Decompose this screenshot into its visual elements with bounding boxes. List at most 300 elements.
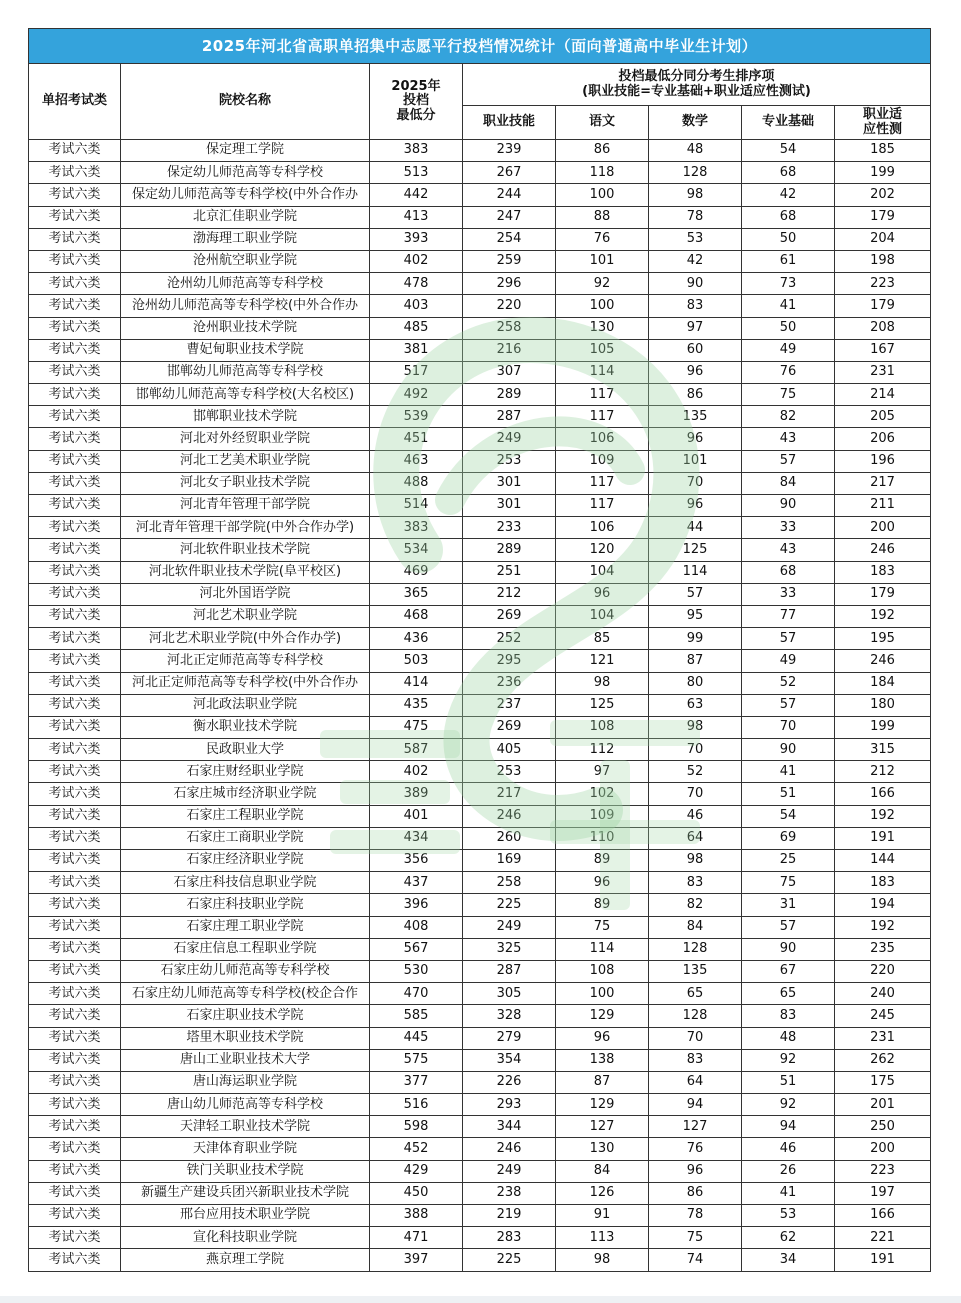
cell-school: 燕京理工学院 bbox=[121, 1249, 370, 1271]
table-row bbox=[29, 850, 931, 872]
cell-aptitude: 191 bbox=[835, 827, 931, 849]
cell-chinese: 86 bbox=[556, 140, 649, 162]
cell-min-score: 383 bbox=[370, 517, 463, 539]
cell-school: 河北青年管理干部学院(中外合作办学) bbox=[121, 517, 370, 539]
cell-min-score: 434 bbox=[370, 827, 463, 849]
cell-min-score: 437 bbox=[370, 872, 463, 894]
cell-basics: 75 bbox=[742, 872, 835, 894]
cell-basics: 90 bbox=[742, 938, 835, 960]
cell-school: 保定幼儿师范高等专科学校(中外合作办 bbox=[121, 184, 370, 206]
cell-skill: 246 bbox=[463, 1138, 556, 1160]
cell-aptitude: 220 bbox=[835, 960, 931, 982]
cell-chinese: 85 bbox=[556, 628, 649, 650]
cell-skill: 225 bbox=[463, 1249, 556, 1271]
table-row bbox=[29, 539, 931, 561]
cell-basics: 49 bbox=[742, 339, 835, 361]
table-row bbox=[29, 1182, 931, 1204]
cell-math: 83 bbox=[649, 295, 742, 317]
cell-math: 101 bbox=[649, 450, 742, 472]
cell-math: 128 bbox=[649, 162, 742, 184]
cell-min-score: 585 bbox=[370, 1005, 463, 1027]
table-row bbox=[29, 983, 931, 1005]
cell-chinese: 120 bbox=[556, 539, 649, 561]
cell-skill: 269 bbox=[463, 605, 556, 627]
cell-school: 唐山工业职业技术大学 bbox=[121, 1049, 370, 1071]
table-row bbox=[29, 1116, 931, 1138]
cell-skill: 307 bbox=[463, 361, 556, 383]
table-row bbox=[29, 894, 931, 916]
cell-chinese: 130 bbox=[556, 1138, 649, 1160]
cell-basics: 33 bbox=[742, 517, 835, 539]
header-aptitude bbox=[835, 106, 931, 140]
cell-basics: 61 bbox=[742, 250, 835, 272]
cell-aptitude: 250 bbox=[835, 1116, 931, 1138]
cell-skill: 354 bbox=[463, 1049, 556, 1071]
cell-basics: 57 bbox=[742, 916, 835, 938]
cell-math: 64 bbox=[649, 1071, 742, 1093]
header-skill: 职业技能 bbox=[463, 106, 556, 140]
cell-school: 宣化科技职业学院 bbox=[121, 1227, 370, 1249]
cell-skill: 259 bbox=[463, 250, 556, 272]
cell-min-score: 516 bbox=[370, 1094, 463, 1116]
cell-aptitude: 184 bbox=[835, 672, 931, 694]
cell-min-score: 402 bbox=[370, 250, 463, 272]
cell-min-score: 478 bbox=[370, 273, 463, 295]
cell-math: 70 bbox=[649, 1027, 742, 1049]
cell-school: 石家庄财经职业学院 bbox=[121, 761, 370, 783]
cell-aptitude: 179 bbox=[835, 206, 931, 228]
cell-category: 考试六类 bbox=[29, 1094, 121, 1116]
cell-chinese: 100 bbox=[556, 295, 649, 317]
cell-chinese: 129 bbox=[556, 1094, 649, 1116]
cell-aptitude: 200 bbox=[835, 517, 931, 539]
table-row bbox=[29, 805, 931, 827]
cell-min-score: 435 bbox=[370, 694, 463, 716]
cell-school: 渤海理工职业学院 bbox=[121, 228, 370, 250]
cell-chinese: 76 bbox=[556, 228, 649, 250]
cell-skill: 249 bbox=[463, 916, 556, 938]
cell-min-score: 442 bbox=[370, 184, 463, 206]
cell-skill: 289 bbox=[463, 384, 556, 406]
cell-aptitude: 231 bbox=[835, 1027, 931, 1049]
cell-basics: 46 bbox=[742, 1138, 835, 1160]
cell-school: 唐山海运职业学院 bbox=[121, 1071, 370, 1093]
cell-chinese: 112 bbox=[556, 739, 649, 761]
cell-min-score: 397 bbox=[370, 1249, 463, 1271]
table-row bbox=[29, 672, 931, 694]
table-row bbox=[29, 317, 931, 339]
cell-aptitude: 198 bbox=[835, 250, 931, 272]
cell-school: 石家庄幼儿师范高等专科学校(校企合作 bbox=[121, 983, 370, 1005]
cell-category: 考试六类 bbox=[29, 428, 121, 450]
cell-chinese: 118 bbox=[556, 162, 649, 184]
cell-aptitude: 246 bbox=[835, 650, 931, 672]
cell-category: 考试六类 bbox=[29, 472, 121, 494]
cell-basics: 53 bbox=[742, 1205, 835, 1227]
table-row bbox=[29, 495, 931, 517]
cell-school: 曹妃甸职业技术学院 bbox=[121, 339, 370, 361]
cell-school: 河北软件职业技术学院(阜平校区) bbox=[121, 561, 370, 583]
cell-school: 邢台应用技术职业学院 bbox=[121, 1205, 370, 1227]
cell-school: 河北青年管理干部学院 bbox=[121, 495, 370, 517]
cell-min-score: 413 bbox=[370, 206, 463, 228]
header-min-score-line2: 投档 bbox=[402, 93, 429, 109]
cell-min-score: 468 bbox=[370, 605, 463, 627]
cell-school: 沧州幼儿师范高等专科学校 bbox=[121, 273, 370, 295]
cell-math: 52 bbox=[649, 761, 742, 783]
cell-skill: 249 bbox=[463, 1160, 556, 1182]
cell-category: 考试六类 bbox=[29, 250, 121, 272]
cell-basics: 57 bbox=[742, 628, 835, 650]
cell-math: 78 bbox=[649, 206, 742, 228]
cell-math: 135 bbox=[649, 960, 742, 982]
cell-min-score: 488 bbox=[370, 472, 463, 494]
header-chinese: 语文 bbox=[556, 106, 649, 140]
table-row bbox=[29, 1249, 931, 1271]
cell-math: 96 bbox=[649, 1160, 742, 1182]
cell-chinese: 88 bbox=[556, 206, 649, 228]
cell-math: 53 bbox=[649, 228, 742, 250]
cell-basics: 34 bbox=[742, 1249, 835, 1271]
cell-school: 邯郸幼儿师范高等专科学校 bbox=[121, 361, 370, 383]
cell-basics: 92 bbox=[742, 1049, 835, 1071]
cell-category: 考试六类 bbox=[29, 406, 121, 428]
cell-math: 98 bbox=[649, 716, 742, 738]
cell-skill: 220 bbox=[463, 295, 556, 317]
table-row bbox=[29, 295, 931, 317]
cell-skill: 246 bbox=[463, 805, 556, 827]
cell-min-score: 451 bbox=[370, 428, 463, 450]
cell-skill: 217 bbox=[463, 783, 556, 805]
cell-school: 河北艺术职业学院(中外合作办学) bbox=[121, 628, 370, 650]
cell-category: 考试六类 bbox=[29, 894, 121, 916]
cell-category: 考试六类 bbox=[29, 672, 121, 694]
cell-category: 考试六类 bbox=[29, 206, 121, 228]
table-row bbox=[29, 361, 931, 383]
cell-aptitude: 192 bbox=[835, 916, 931, 938]
table-row bbox=[29, 916, 931, 938]
cell-school: 河北政法职业学院 bbox=[121, 694, 370, 716]
table-row bbox=[29, 960, 931, 982]
cell-category: 考试六类 bbox=[29, 317, 121, 339]
cell-chinese: 89 bbox=[556, 850, 649, 872]
table-row bbox=[29, 406, 931, 428]
cell-basics: 68 bbox=[742, 206, 835, 228]
cell-min-score: 530 bbox=[370, 960, 463, 982]
header-tiebreak-group bbox=[463, 64, 931, 106]
cell-chinese: 87 bbox=[556, 1071, 649, 1093]
cell-min-score: 408 bbox=[370, 916, 463, 938]
table-row bbox=[29, 605, 931, 627]
cell-aptitude: 223 bbox=[835, 1160, 931, 1182]
cell-school: 天津体育职业学院 bbox=[121, 1138, 370, 1160]
cell-category: 考试六类 bbox=[29, 295, 121, 317]
cell-basics: 54 bbox=[742, 805, 835, 827]
cell-skill: 260 bbox=[463, 827, 556, 849]
cell-math: 99 bbox=[649, 628, 742, 650]
cell-school: 塔里木职业技术学院 bbox=[121, 1027, 370, 1049]
cell-basics: 42 bbox=[742, 184, 835, 206]
cell-skill: 301 bbox=[463, 472, 556, 494]
cell-skill: 279 bbox=[463, 1027, 556, 1049]
table-row bbox=[29, 650, 931, 672]
cell-chinese: 92 bbox=[556, 273, 649, 295]
cell-chinese: 117 bbox=[556, 406, 649, 428]
cell-basics: 68 bbox=[742, 561, 835, 583]
cell-math: 128 bbox=[649, 938, 742, 960]
cell-category: 考试六类 bbox=[29, 872, 121, 894]
cell-category: 考试六类 bbox=[29, 162, 121, 184]
cell-basics: 65 bbox=[742, 983, 835, 1005]
cell-aptitude: 245 bbox=[835, 1005, 931, 1027]
cell-school: 铁门关职业技术学院 bbox=[121, 1160, 370, 1182]
cell-skill: 212 bbox=[463, 583, 556, 605]
cell-basics: 41 bbox=[742, 761, 835, 783]
cell-category: 考试六类 bbox=[29, 583, 121, 605]
cell-min-score: 513 bbox=[370, 162, 463, 184]
cell-skill: 238 bbox=[463, 1182, 556, 1204]
cell-min-score: 365 bbox=[370, 583, 463, 605]
cell-min-score: 401 bbox=[370, 805, 463, 827]
cell-math: 70 bbox=[649, 472, 742, 494]
cell-basics: 43 bbox=[742, 428, 835, 450]
cell-chinese: 108 bbox=[556, 960, 649, 982]
cell-school: 天津轻工职业技术学院 bbox=[121, 1116, 370, 1138]
header-basics: 专业基础 bbox=[742, 106, 835, 140]
table-row bbox=[29, 1160, 931, 1182]
cell-aptitude: 185 bbox=[835, 140, 931, 162]
header-min-score-line1: 2025年 bbox=[391, 79, 441, 95]
cell-skill: 237 bbox=[463, 694, 556, 716]
cell-chinese: 106 bbox=[556, 517, 649, 539]
cell-category: 考试六类 bbox=[29, 694, 121, 716]
cell-skill: 267 bbox=[463, 162, 556, 184]
cell-math: 64 bbox=[649, 827, 742, 849]
cell-aptitude: 166 bbox=[835, 1205, 931, 1227]
cell-category: 考试六类 bbox=[29, 938, 121, 960]
table-title: 2025年河北省高职单招集中志愿平行投档情况统计（面向普通高中毕业生计划） bbox=[29, 29, 931, 64]
cell-math: 74 bbox=[649, 1249, 742, 1271]
cell-school: 河北女子职业技术学院 bbox=[121, 472, 370, 494]
cell-min-score: 429 bbox=[370, 1160, 463, 1182]
cell-skill: 258 bbox=[463, 317, 556, 339]
cell-skill: 301 bbox=[463, 495, 556, 517]
table-row bbox=[29, 761, 931, 783]
cell-skill: 169 bbox=[463, 850, 556, 872]
table-row bbox=[29, 783, 931, 805]
cell-basics: 57 bbox=[742, 694, 835, 716]
cell-skill: 287 bbox=[463, 960, 556, 982]
cell-math: 87 bbox=[649, 650, 742, 672]
cell-min-score: 377 bbox=[370, 1071, 463, 1093]
cell-min-score: 539 bbox=[370, 406, 463, 428]
cell-school: 石家庄科技信息职业学院 bbox=[121, 872, 370, 894]
cell-aptitude: 183 bbox=[835, 872, 931, 894]
header-category: 单招考试类 bbox=[29, 64, 121, 140]
cell-chinese: 121 bbox=[556, 650, 649, 672]
cell-basics: 48 bbox=[742, 1027, 835, 1049]
cell-skill: 269 bbox=[463, 716, 556, 738]
table-row bbox=[29, 827, 931, 849]
cell-math: 95 bbox=[649, 605, 742, 627]
cell-min-score: 381 bbox=[370, 339, 463, 361]
cell-math: 78 bbox=[649, 1205, 742, 1227]
table-row bbox=[29, 1049, 931, 1071]
cell-school: 河北工艺美术职业学院 bbox=[121, 450, 370, 472]
cell-min-score: 452 bbox=[370, 1138, 463, 1160]
cell-skill: 287 bbox=[463, 406, 556, 428]
cell-category: 考试六类 bbox=[29, 561, 121, 583]
cell-aptitude: 199 bbox=[835, 162, 931, 184]
cell-category: 考试六类 bbox=[29, 1160, 121, 1182]
cell-aptitude: 195 bbox=[835, 628, 931, 650]
cell-category: 考试六类 bbox=[29, 605, 121, 627]
cell-min-score: 388 bbox=[370, 1205, 463, 1227]
cell-skill: 251 bbox=[463, 561, 556, 583]
cell-basics: 75 bbox=[742, 384, 835, 406]
cell-math: 60 bbox=[649, 339, 742, 361]
cell-basics: 54 bbox=[742, 140, 835, 162]
cell-basics: 43 bbox=[742, 539, 835, 561]
cell-basics: 68 bbox=[742, 162, 835, 184]
table-row bbox=[29, 739, 931, 761]
cell-basics: 73 bbox=[742, 273, 835, 295]
cell-category: 考试六类 bbox=[29, 1049, 121, 1071]
cell-skill: 405 bbox=[463, 739, 556, 761]
cell-min-score: 514 bbox=[370, 495, 463, 517]
cell-min-score: 402 bbox=[370, 761, 463, 783]
cell-chinese: 117 bbox=[556, 495, 649, 517]
cell-skill: 247 bbox=[463, 206, 556, 228]
cell-math: 86 bbox=[649, 384, 742, 406]
cell-basics: 92 bbox=[742, 1094, 835, 1116]
cell-chinese: 114 bbox=[556, 938, 649, 960]
cell-chinese: 100 bbox=[556, 983, 649, 1005]
cell-basics: 33 bbox=[742, 583, 835, 605]
cell-category: 考试六类 bbox=[29, 628, 121, 650]
cell-category: 考试六类 bbox=[29, 517, 121, 539]
header-school: 院校名称 bbox=[121, 64, 370, 140]
cell-min-score: 567 bbox=[370, 938, 463, 960]
cell-math: 96 bbox=[649, 495, 742, 517]
cell-min-score: 383 bbox=[370, 140, 463, 162]
cell-aptitude: 205 bbox=[835, 406, 931, 428]
cell-skill: 239 bbox=[463, 140, 556, 162]
cell-category: 考试六类 bbox=[29, 739, 121, 761]
cell-category: 考试六类 bbox=[29, 1249, 121, 1271]
cell-aptitude: 167 bbox=[835, 339, 931, 361]
cell-math: 98 bbox=[649, 184, 742, 206]
cell-math: 46 bbox=[649, 805, 742, 827]
cell-chinese: 127 bbox=[556, 1116, 649, 1138]
cell-math: 128 bbox=[649, 1005, 742, 1027]
cell-basics: 90 bbox=[742, 739, 835, 761]
cell-school: 河北艺术职业学院 bbox=[121, 605, 370, 627]
cell-school: 民政职业大学 bbox=[121, 739, 370, 761]
cell-math: 96 bbox=[649, 361, 742, 383]
cell-aptitude: 262 bbox=[835, 1049, 931, 1071]
cell-basics: 50 bbox=[742, 228, 835, 250]
cell-skill: 226 bbox=[463, 1071, 556, 1093]
cell-min-score: 469 bbox=[370, 561, 463, 583]
cell-math: 57 bbox=[649, 583, 742, 605]
cell-aptitude: 240 bbox=[835, 983, 931, 1005]
table-row bbox=[29, 583, 931, 605]
cell-skill: 258 bbox=[463, 872, 556, 894]
cell-school: 石家庄信息工程职业学院 bbox=[121, 938, 370, 960]
table-row bbox=[29, 184, 931, 206]
cell-school: 石家庄职业技术学院 bbox=[121, 1005, 370, 1027]
cell-school: 沧州航空职业学院 bbox=[121, 250, 370, 272]
cell-aptitude: 180 bbox=[835, 694, 931, 716]
table-row bbox=[29, 472, 931, 494]
cell-math: 44 bbox=[649, 517, 742, 539]
table-row bbox=[29, 1071, 931, 1093]
cell-skill: 296 bbox=[463, 273, 556, 295]
cell-basics: 77 bbox=[742, 605, 835, 627]
table-row bbox=[29, 273, 931, 295]
cell-school: 邯郸幼儿师范高等专科学校(大名校区) bbox=[121, 384, 370, 406]
cell-basics: 94 bbox=[742, 1116, 835, 1138]
header-tiebreak-note: (职业技能=专业基础+职业适应性测试) bbox=[582, 83, 811, 99]
table-row bbox=[29, 1027, 931, 1049]
cell-chinese: 98 bbox=[556, 672, 649, 694]
cell-math: 98 bbox=[649, 850, 742, 872]
cell-category: 考试六类 bbox=[29, 1071, 121, 1093]
cell-min-score: 517 bbox=[370, 361, 463, 383]
cell-math: 125 bbox=[649, 539, 742, 561]
cell-school: 石家庄城市经济职业学院 bbox=[121, 783, 370, 805]
table-row bbox=[29, 140, 931, 162]
table-row bbox=[29, 206, 931, 228]
cell-category: 考试六类 bbox=[29, 1227, 121, 1249]
cell-category: 考试六类 bbox=[29, 339, 121, 361]
table-body bbox=[29, 140, 931, 1272]
cell-min-score: 485 bbox=[370, 317, 463, 339]
cell-min-score: 475 bbox=[370, 716, 463, 738]
cell-aptitude: 192 bbox=[835, 805, 931, 827]
cell-aptitude: 200 bbox=[835, 1138, 931, 1160]
cell-school: 唐山幼儿师范高等专科学校 bbox=[121, 1094, 370, 1116]
cell-skill: 233 bbox=[463, 517, 556, 539]
cell-chinese: 130 bbox=[556, 317, 649, 339]
cell-school: 石家庄工程职业学院 bbox=[121, 805, 370, 827]
cell-min-score: 393 bbox=[370, 228, 463, 250]
table-row bbox=[29, 450, 931, 472]
cell-basics: 84 bbox=[742, 472, 835, 494]
cell-aptitude: 217 bbox=[835, 472, 931, 494]
cell-school: 河北正定师范高等专科学校 bbox=[121, 650, 370, 672]
table-row bbox=[29, 561, 931, 583]
cell-aptitude: 223 bbox=[835, 273, 931, 295]
cell-min-score: 598 bbox=[370, 1116, 463, 1138]
cell-category: 考试六类 bbox=[29, 761, 121, 783]
table-row bbox=[29, 384, 931, 406]
cell-aptitude: 206 bbox=[835, 428, 931, 450]
cell-chinese: 117 bbox=[556, 384, 649, 406]
cell-min-score: 450 bbox=[370, 1182, 463, 1204]
cell-min-score: 575 bbox=[370, 1049, 463, 1071]
cell-school: 石家庄幼儿师范高等专科学校 bbox=[121, 960, 370, 982]
header-aptitude-line1: 职业适 bbox=[863, 107, 903, 123]
cell-aptitude: 246 bbox=[835, 539, 931, 561]
cell-category: 考试六类 bbox=[29, 361, 121, 383]
cell-math: 70 bbox=[649, 739, 742, 761]
cell-math: 63 bbox=[649, 694, 742, 716]
table-row bbox=[29, 716, 931, 738]
cell-math: 70 bbox=[649, 783, 742, 805]
cell-chinese: 91 bbox=[556, 1205, 649, 1227]
